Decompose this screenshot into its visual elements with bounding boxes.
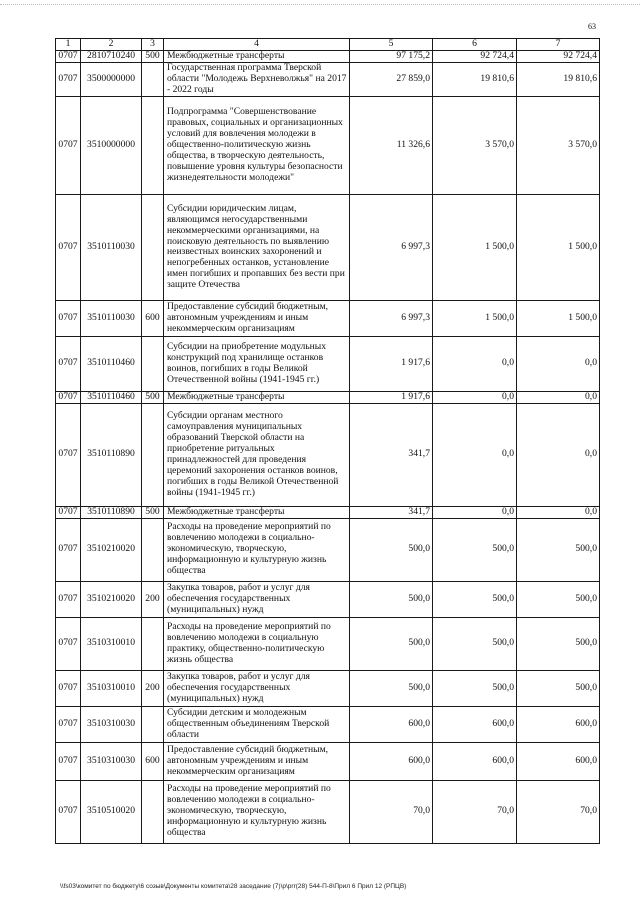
- target-code-cell: 3510310010: [81, 670, 142, 706]
- item-name-cell: Межбюджетные трансферты: [164, 506, 350, 518]
- item-name-cell: Расходы на проведение мероприятий по вовлечению молодежи в социально-экономическую, творческую, информационную и культурную жизнь общества: [164, 780, 350, 843]
- expense-type-cell: 200: [142, 670, 164, 706]
- expense-type-cell: 200: [142, 581, 164, 617]
- budget-table: [55, 38, 600, 844]
- amount-year-3-cell: 19 810,6: [517, 62, 600, 96]
- expense-type-cell: 500: [142, 506, 164, 518]
- amount-year-3-cell: 500,0: [517, 581, 600, 617]
- expense-type-cell: [142, 194, 164, 300]
- expense-type-cell: [142, 403, 164, 506]
- target-code-cell: 2810710240: [81, 51, 142, 63]
- amount-year-1-cell: 6 997,3: [350, 194, 433, 300]
- amount-year-3-cell: 0,0: [517, 506, 600, 518]
- amount-year-2-cell: 600,0: [433, 706, 517, 742]
- amount-year-2-cell: 70,0: [433, 780, 517, 843]
- section-code-cell: 0707: [56, 62, 81, 96]
- amount-year-1-cell: 341,7: [350, 403, 433, 506]
- table-row: [56, 518, 600, 581]
- section-code-cell: 0707: [56, 96, 81, 194]
- item-name-cell: Государственная программа Тверской области "Молодежь Верхневолжья" на 2017 - 2022 годы: [164, 62, 350, 96]
- section-code-cell: 0707: [56, 300, 81, 336]
- section-code-cell: 0707: [56, 706, 81, 742]
- section-code-cell: 0707: [56, 194, 81, 300]
- expense-type-cell: 500: [142, 51, 164, 63]
- column-header: 1: [56, 39, 81, 51]
- amount-year-1-cell: 1 917,6: [350, 336, 433, 391]
- item-name-cell: Субсидии юридическим лицам, являющимся негосударственными некоммерческими организациями, на поисковую деятельность по выявлению неизвестных воинских захоронений и непогребенных останков, установление имен погибших и пропавших без вести при защите Отечества: [164, 194, 350, 300]
- amount-year-2-cell: 3 570,0: [433, 96, 517, 194]
- table-row: [56, 391, 600, 403]
- column-header: 7: [517, 39, 600, 51]
- section-code-cell: 0707: [56, 742, 81, 780]
- target-code-cell: 3510210020: [81, 518, 142, 581]
- section-code-cell: 0707: [56, 780, 81, 843]
- amount-year-2-cell: 500,0: [433, 581, 517, 617]
- amount-year-2-cell: 19 810,6: [433, 62, 517, 96]
- item-name-cell: Подпрограмма "Совершенствование правовых, социальных и организационных условий для вовлечения молодежи в общественно-политическую жизнь общества, в творческую деятельность, повышение уровня культуры безопасности жизнедеятельности молодежи": [164, 96, 350, 194]
- amount-year-3-cell: 0,0: [517, 391, 600, 403]
- table-row: [56, 742, 600, 780]
- column-header: 6: [433, 39, 517, 51]
- table-row: [56, 336, 600, 391]
- item-name-cell: Закупка товаров, работ и услуг для обеспечения государственных (муниципальных) нужд: [164, 581, 350, 617]
- target-code-cell: 3510110030: [81, 300, 142, 336]
- item-name-cell: Субсидии органам местного самоуправления муниципальных образований Тверской области на приобретение ритуальных принадлежностей для проведения церемоний захоронения останков воинов, погибших в годы Великой Отечественной войны (1941-1945 гг.): [164, 403, 350, 506]
- expense-type-cell: [142, 706, 164, 742]
- section-code-cell: 0707: [56, 617, 81, 670]
- item-name-cell: Предоставление субсидий бюджетным, автономным учреждениям и иным некоммерческим организациям: [164, 742, 350, 780]
- target-code-cell: 3510510020: [81, 780, 142, 843]
- item-name-cell: Расходы на проведение мероприятий по вовлечению молодежи в социальную практику, общественно-политическую жизнь общества: [164, 617, 350, 670]
- table-row: [56, 96, 600, 194]
- expense-type-cell: [142, 518, 164, 581]
- column-header: 4: [164, 39, 350, 51]
- amount-year-1-cell: 600,0: [350, 706, 433, 742]
- expense-type-cell: [142, 617, 164, 670]
- section-code-cell: 0707: [56, 506, 81, 518]
- table-row: [56, 51, 600, 63]
- item-name-cell: Межбюджетные трансферты: [164, 51, 350, 63]
- amount-year-1-cell: 70,0: [350, 780, 433, 843]
- item-name-cell: Предоставление субсидий бюджетным, автономным учреждениям и иным некоммерческим организациям: [164, 300, 350, 336]
- table-row: [56, 62, 600, 96]
- column-header: 5: [350, 39, 433, 51]
- table-row: [56, 403, 600, 506]
- table-row: [56, 670, 600, 706]
- amount-year-2-cell: 500,0: [433, 670, 517, 706]
- table-row: [56, 506, 600, 518]
- amount-year-1-cell: 1 917,6: [350, 391, 433, 403]
- section-code-cell: 0707: [56, 51, 81, 63]
- item-name-cell: Субсидии детским и молодежным общественным объединениям Тверской области: [164, 706, 350, 742]
- section-code-cell: 0707: [56, 581, 81, 617]
- amount-year-2-cell: 600,0: [433, 742, 517, 780]
- footer-file-path: \\fs03\комитет по бюджету\6 созыв\Документы комитета\28 заседание (7)\р\prr(28) 544-П-8\Прил 6 Прил 12 (РПЦВ): [60, 883, 407, 890]
- item-name-cell: Субсидии на приобретение модульных конструкций под хранилище останков воинов, погибших в годы Великой Отечественной войны (1941-1945 гг.): [164, 336, 350, 391]
- target-code-cell: 3510110890: [81, 403, 142, 506]
- amount-year-3-cell: 3 570,0: [517, 96, 600, 194]
- section-code-cell: 0707: [56, 403, 81, 506]
- table-row: [56, 581, 600, 617]
- amount-year-1-cell: 500,0: [350, 518, 433, 581]
- expense-type-cell: 600: [142, 742, 164, 780]
- amount-year-3-cell: 0,0: [517, 336, 600, 391]
- table-row: [56, 194, 600, 300]
- amount-year-1-cell: 600,0: [350, 742, 433, 780]
- expense-type-cell: 500: [142, 391, 164, 403]
- amount-year-3-cell: 1 500,0: [517, 300, 600, 336]
- amount-year-3-cell: 500,0: [517, 670, 600, 706]
- amount-year-1-cell: 500,0: [350, 617, 433, 670]
- amount-year-2-cell: 1 500,0: [433, 300, 517, 336]
- scan-artifact-line: [0, 4, 640, 7]
- amount-year-1-cell: 500,0: [350, 670, 433, 706]
- table-row: [56, 780, 600, 843]
- amount-year-2-cell: 92 724,4: [433, 51, 517, 63]
- table-row: [56, 706, 600, 742]
- target-code-cell: 3510110890: [81, 506, 142, 518]
- target-code-cell: 3510110030: [81, 194, 142, 300]
- section-code-cell: 0707: [56, 670, 81, 706]
- expense-type-cell: [142, 62, 164, 96]
- target-code-cell: 3510110460: [81, 336, 142, 391]
- amount-year-1-cell: 6 997,3: [350, 300, 433, 336]
- column-header: 3: [142, 39, 164, 51]
- target-code-cell: 3510210020: [81, 581, 142, 617]
- amount-year-3-cell: 92 724,4: [517, 51, 600, 63]
- amount-year-1-cell: 27 859,0: [350, 62, 433, 96]
- amount-year-2-cell: 0,0: [433, 403, 517, 506]
- amount-year-3-cell: 600,0: [517, 742, 600, 780]
- amount-year-3-cell: 600,0: [517, 706, 600, 742]
- item-name-cell: Расходы на проведение мероприятий по вовлечению молодежи в социально-экономическую, творческую, информационную и культурную жизнь общества: [164, 518, 350, 581]
- section-code-cell: 0707: [56, 518, 81, 581]
- target-code-cell: 3510310010: [81, 617, 142, 670]
- table-row: [56, 300, 600, 336]
- target-code-cell: 3510000000: [81, 96, 142, 194]
- section-code-cell: 0707: [56, 391, 81, 403]
- amount-year-3-cell: 500,0: [517, 617, 600, 670]
- column-header: 2: [81, 39, 142, 51]
- amount-year-2-cell: 500,0: [433, 518, 517, 581]
- amount-year-2-cell: 0,0: [433, 506, 517, 518]
- page-number: 63: [588, 22, 596, 31]
- amount-year-3-cell: 0,0: [517, 403, 600, 506]
- amount-year-1-cell: 11 326,6: [350, 96, 433, 194]
- amount-year-3-cell: 1 500,0: [517, 194, 600, 300]
- amount-year-3-cell: 500,0: [517, 518, 600, 581]
- target-code-cell: 3510310030: [81, 742, 142, 780]
- table-header-row: [56, 39, 600, 51]
- expense-type-cell: [142, 780, 164, 843]
- amount-year-1-cell: 97 175,2: [350, 51, 433, 63]
- target-code-cell: 3500000000: [81, 62, 142, 96]
- table-row: [56, 617, 600, 670]
- target-code-cell: 3510310030: [81, 706, 142, 742]
- section-code-cell: 0707: [56, 336, 81, 391]
- item-name-cell: Межбюджетные трансферты: [164, 391, 350, 403]
- expense-type-cell: [142, 336, 164, 391]
- amount-year-1-cell: 500,0: [350, 581, 433, 617]
- expense-type-cell: 600: [142, 300, 164, 336]
- amount-year-3-cell: 70,0: [517, 780, 600, 843]
- expense-type-cell: [142, 96, 164, 194]
- amount-year-2-cell: 500,0: [433, 617, 517, 670]
- table-body: [56, 51, 600, 844]
- amount-year-1-cell: 341,7: [350, 506, 433, 518]
- amount-year-2-cell: 1 500,0: [433, 194, 517, 300]
- amount-year-2-cell: 0,0: [433, 391, 517, 403]
- item-name-cell: Закупка товаров, работ и услуг для обеспечения государственных (муниципальных) нужд: [164, 670, 350, 706]
- amount-year-2-cell: 0,0: [433, 336, 517, 391]
- target-code-cell: 3510110460: [81, 391, 142, 403]
